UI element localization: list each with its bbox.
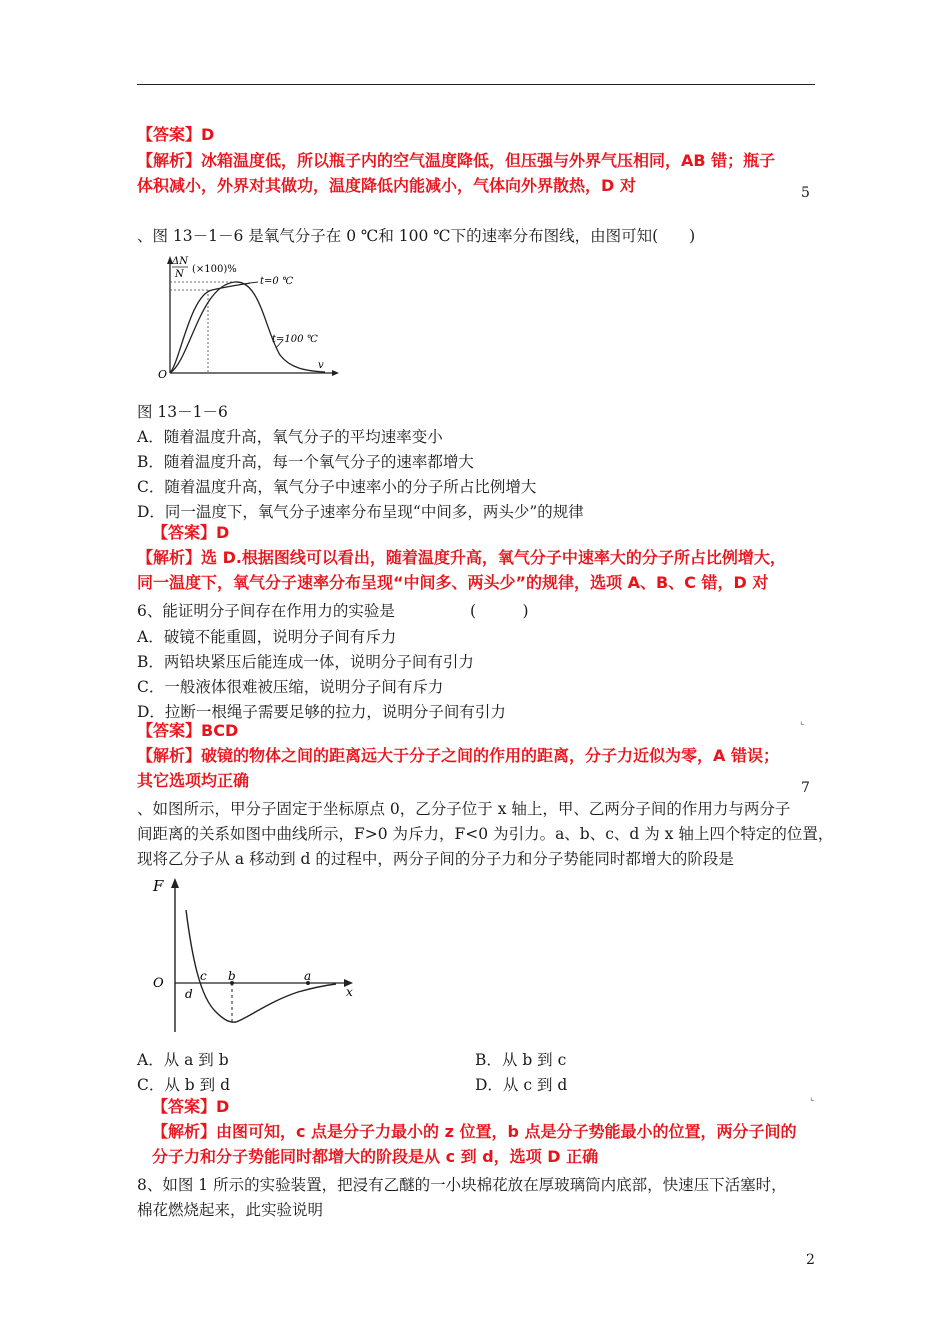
option-d: D．拉断一根绳子需要足够的拉力，说明分子间有引力: [137, 703, 506, 721]
x-axis-label: x: [346, 985, 353, 999]
option-d: D．从 c 到 d: [475, 1076, 568, 1094]
curve-label-0c: t=0 ℃: [260, 276, 294, 287]
analysis-text: 【解析】由图可知，c 点是分子力最小的 z 位置，b 点是分子势能最小的位置，两分子间的: [152, 1122, 797, 1141]
analysis-text: 【解析】选 D.根据图线可以看出，随着温度升高，氧气分子中速率大的分子所占比例增大，: [137, 548, 786, 567]
analysis-text: 同一温度下，氧气分子速率分布呈现“中间多、两头少”的规律，选项 A、B、C 错，D 对: [137, 573, 769, 592]
option-c: C．一般液体很难被压缩，说明分子间有斥力: [137, 678, 444, 696]
figure-caption: 图 13－1－6: [137, 403, 228, 421]
option-b: B．两铅块紧压后能连成一体，说明分子间有引力: [137, 653, 474, 671]
option-a: A．随着温度升高，氧气分子的平均速率变小: [137, 428, 443, 446]
question-stem: 现将乙分子从 a 移动到 d 的过程中，两分子间的分子力和分子势能同时都增大的阶段是: [137, 850, 734, 868]
answer-blank: ( ): [470, 602, 529, 620]
option-a: A．破镜不能重圆，说明分子间有斥力: [137, 628, 397, 646]
question-stem: 棉花燃烧起来，此实验说明: [137, 1201, 324, 1219]
point-d-label: d: [185, 987, 193, 1001]
option-b: B．从 b 到 c: [475, 1051, 567, 1069]
question-stem: 、图 13－1－6 是氧气分子在 0 ℃和 100 ℃下的速率分布图线，由图可知( ): [137, 227, 696, 245]
answer-label: 【答案】D: [152, 1097, 230, 1116]
question-number: 5: [801, 185, 810, 201]
analysis-text: 【解析】破镜的物体之间的距离远大于分子之间的作用的距离，分子力近似为零，A 错误；: [137, 746, 779, 765]
option-a: A．从 a 到 b: [137, 1051, 229, 1069]
y-axis-label-numerator: ΔN: [172, 256, 188, 267]
x-axis-label: v: [318, 360, 324, 371]
force-curve: [186, 910, 336, 1022]
origin-label: O: [158, 368, 168, 381]
option-c: C．随着温度升高，氧气分子中速率小的分子所占比例增大: [137, 478, 537, 496]
option-c: C．从 b 到 d: [137, 1076, 230, 1094]
curve-label-100c: t=100 ℃: [272, 334, 318, 345]
curve-0c: [170, 282, 325, 373]
analysis-text: 分子力和分子势能同时都增大的阶段是从 c 到 d，选项 D 正确: [152, 1147, 599, 1166]
force-distance-figure: [148, 872, 363, 1037]
point-a-label: a: [304, 969, 312, 983]
y-axis-label: F: [153, 877, 164, 895]
point-c-label: c: [200, 969, 207, 983]
option-b: B．随着温度升高，每一个氧气分子的速率都增大: [137, 453, 474, 471]
y-axis-unit: (×100)%: [192, 264, 237, 275]
page-number: 2: [806, 1252, 815, 1268]
question-number: 7: [801, 780, 810, 796]
y-axis-label-denominator: N: [175, 269, 184, 280]
analysis-text: 【解析】冰箱温度低，所以瓶子内的空气温度降低，但压强与外界气压相同，AB 错；瓶子: [137, 151, 776, 170]
question-stem: 8、如图 1 所示的实验装置，把浸有乙醚的一小块棉花放在厚玻璃筒内底部，快速压下活塞时，: [137, 1176, 787, 1194]
speed-distribution-figure: [150, 250, 340, 385]
analysis-text: 体积减小，外界对其做功，温度降低内能减小，气体向外界散热，D 对: [137, 176, 636, 195]
header-rule: [137, 84, 815, 85]
paragraph-mark: ⌞: [800, 716, 805, 727]
curve-100c: [170, 283, 250, 373]
origin-label: O: [153, 976, 164, 991]
question-stem: 间距离的关系如图中曲线所示，F>0 为斥力，F<0 为引力。a、b、c、d 为 x 轴上四个特定的位置，: [137, 825, 834, 843]
answer-label: 【答案】BCD: [137, 721, 239, 740]
answer-label: 【答案】D: [152, 523, 230, 542]
paragraph-mark: ⌞: [810, 1092, 815, 1103]
question-stem: 、如图所示，甲分子固定于坐标原点 0，乙分子位于 x 轴上，甲、乙两分子间的作用力与两分子: [137, 800, 791, 818]
question-stem: 6、能证明分子间存在作用力的实验是: [137, 602, 395, 620]
option-d: D．同一温度下，氧气分子速率分布呈现“中间多，两头少”的规律: [137, 503, 584, 521]
point-b-label: b: [228, 969, 236, 983]
answer-label: 【答案】D: [137, 125, 215, 144]
analysis-text: 其它选项均正确: [137, 771, 250, 790]
